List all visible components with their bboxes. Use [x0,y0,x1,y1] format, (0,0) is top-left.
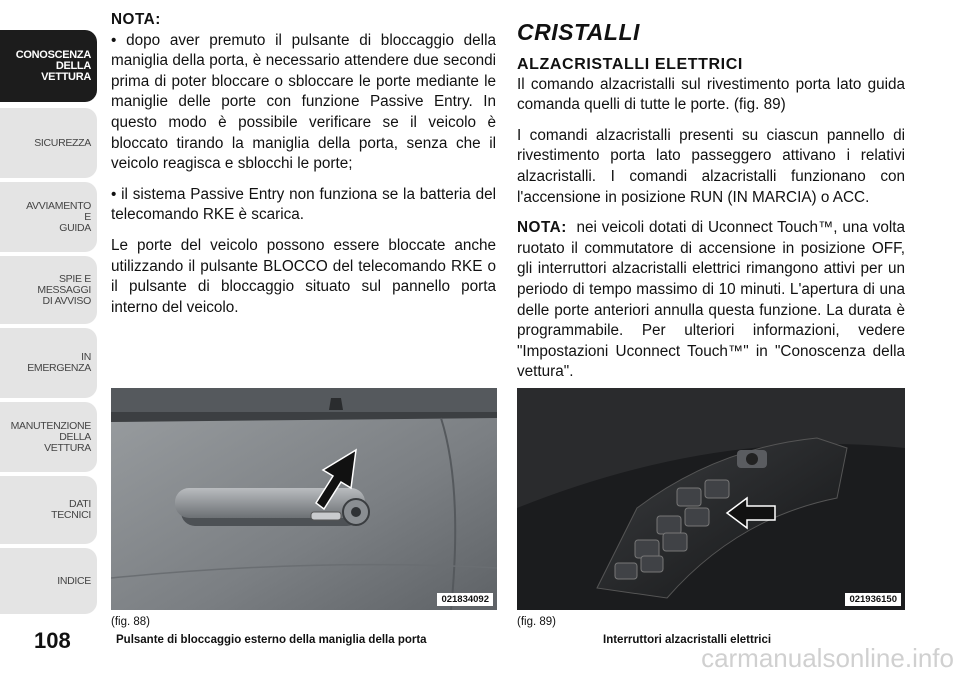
tab-dati-tecnici[interactable] [0,476,97,544]
tab-spie-e-messaggi[interactable] [0,256,97,324]
right-column [517,19,906,393]
tab-manutenzione-della-vettura[interactable] [0,402,97,472]
body-paragraph: I comandi alzacristalli presenti su ciascun pannello di rivestimento porta lato passeggero attivano i relativi alzacristalli. I comandi alzacristalli funzionano con l'accensione in posizione RUN (IN MARCIA) o ACC. [517,126,905,206]
tab-label: SICUREZZA [34,136,91,149]
tab-indice[interactable] [0,548,97,614]
tab-label: INDICE [57,574,91,587]
nota-paragraph [517,218,905,383]
sub-title: ALZACRISTALLI ELETTRICI [517,55,743,73]
left-column [111,10,496,328]
tab-sicurezza[interactable] [0,108,97,178]
figure-ref: (fig. 89) [517,616,556,628]
nota-text: nei veicoli dotati di Uconnect Touch™, una volta ruotato il commutatore di accensione in posizione OFF, gli interruttori alzacristalli elettrici rimangono attivi per un periodo di tempo massimo di 10 minuti. L'apertura di una delle porte anteriori annulla questa funzione. La durata è programmabile. Per ulteriori informazioni, vedere "Impostazioni Uconnect Touch™" in "Conoscenza della vettura". [517,219,906,381]
page-number: 108 [34,628,71,653]
bullet-paragraph: • dopo aver premuto il pulsante di bloccaggio della maniglia della porta, è necessario attendere due secondi prima di poter bloccare o sbloccare le porte mediante le maniglie delle porte con funzione Passive Entry. In questo modo è possibile verificare se il veicolo è bloccato tirando la maniglia della porta, senza che il veicolo reagisca e sblocchi le porte; [111,31,496,173]
tab-label: DATI TECNICI [51,498,91,521]
tab-avviamento-e-guida[interactable] [0,182,97,252]
body-paragraph: Le porte del veicolo possono essere bloccate anche utilizzando il pulsante BLOCCO del telecomando RKE o il pulsante di bloccaggio situato sul pannello porta interno del veicolo. [111,236,496,316]
window-switches-illustration [517,388,905,610]
bullet-paragraph: • il sistema Passive Entry non funziona se la batteria del telecomando RKE è scarica. [111,185,496,224]
watermark: carmanualsonline.info [701,643,954,673]
section-title: CRISTALLI [517,19,640,45]
figure-code: 021834092 [437,593,493,606]
figure-code: 021936150 [845,593,901,606]
tab-in-emergenza[interactable] [0,328,97,398]
door-handle-illustration [111,388,497,610]
figure-window-switches [517,388,905,610]
nota-label: NOTA: [517,219,567,237]
tab-label: MANUTENZIONE DELLA VETTURA [10,419,91,454]
tab-label: CONOSCENZA DELLA VETTURA [15,48,91,83]
tab-label: SPIE E MESSAGGI DI AVVISO [37,272,91,307]
tab-conoscenza-della-vettura[interactable] [0,30,97,102]
figure-door-handle [111,388,497,610]
nota-label: NOTA: [111,11,161,28]
tab-label: IN EMERGENZA [27,351,91,374]
figure-caption: Pulsante di bloccaggio esterno della maniglia della porta [116,634,427,646]
tab-label: AVVIAMENTO E GUIDA [26,199,91,234]
body-paragraph: Il comando alzacristalli sul rivestimento porta lato guida comanda quelli di tutte le porte. (fig. 89) [517,75,905,114]
figure-ref: (fig. 88) [111,616,150,628]
figure-caption: Interruttori alzacristalli elettrici [603,634,772,646]
